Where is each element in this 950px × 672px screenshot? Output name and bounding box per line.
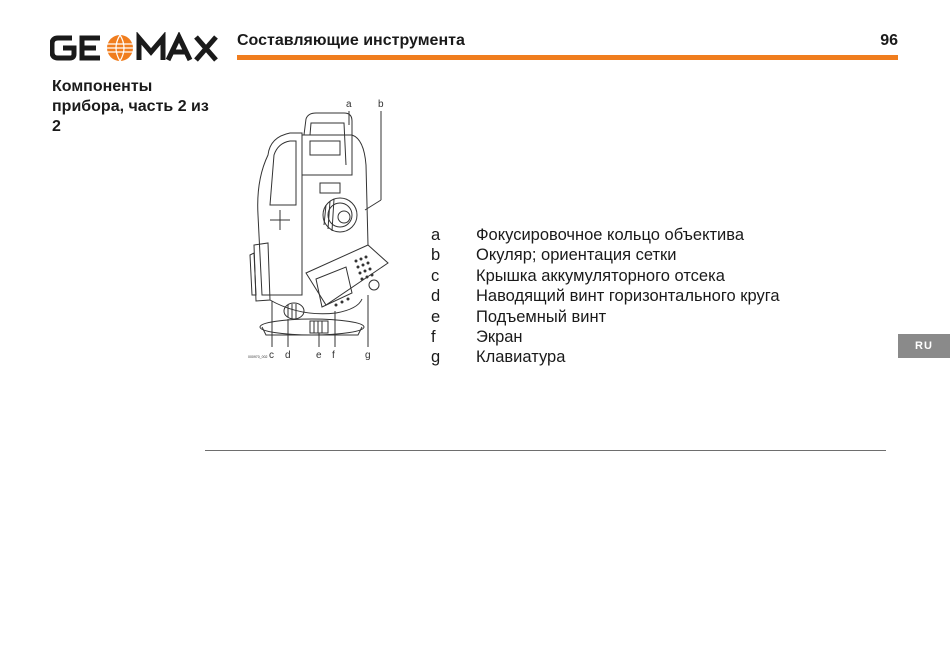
legend-item: d Наводящий винт горизонтального круга <box>431 287 780 306</box>
legend-item: a Фокусировочное кольцо объектива <box>431 226 745 244</box>
component-legend <box>431 225 780 368</box>
legend-item: g Клавиатура <box>431 348 566 367</box>
footer-rule <box>205 450 886 451</box>
header-title: Составляющие инструмента <box>237 32 465 49</box>
legend-item: f Экран <box>431 328 523 347</box>
callout-g: g <box>365 350 371 361</box>
callout-c: c <box>269 350 274 361</box>
page-number: 96 <box>880 32 898 49</box>
header-rule <box>237 55 898 60</box>
callout-b: b <box>378 99 384 110</box>
legend-item: b Окуляр; ориентация сетки <box>431 246 677 265</box>
legend-item: c Крышка аккумуляторного отсека <box>431 266 725 285</box>
callout-a: a <box>346 99 352 110</box>
callout-f: f <box>332 350 335 361</box>
total-station-illustration <box>240 95 400 370</box>
figure-id: 000970_002 <box>248 355 268 359</box>
callout-e: e <box>316 350 322 361</box>
geomax-logo <box>50 32 220 64</box>
globe-icon <box>107 35 133 61</box>
callout-d: d <box>285 350 291 361</box>
legend-item: e Подъемный винт <box>431 307 607 326</box>
language-tab[interactable]: RU <box>898 334 950 358</box>
section-title: Компоненты прибора, часть 2 из 2 <box>52 78 209 135</box>
